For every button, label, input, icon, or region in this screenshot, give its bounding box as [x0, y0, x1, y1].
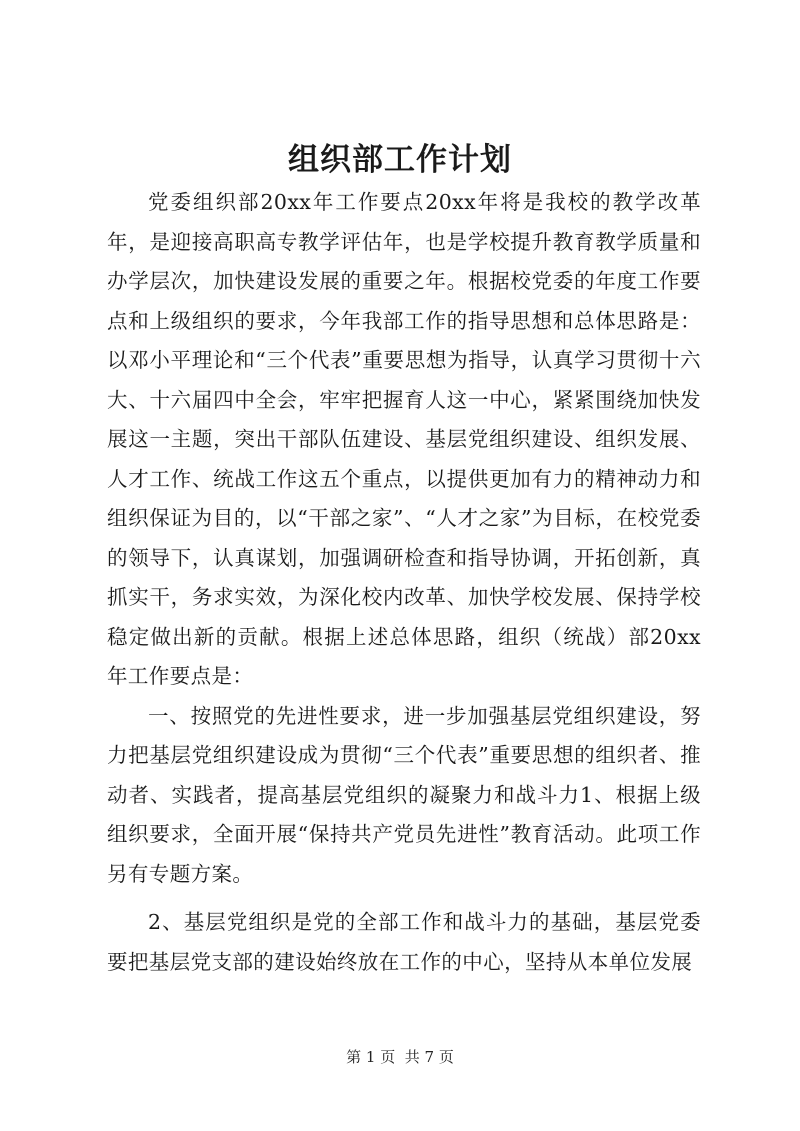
document-title: 组织部工作计划 [288, 142, 512, 178]
document-body [107, 183, 701, 982]
paragraph-item-two: 2、基层党组织是党的全部工作和战斗力的基础，基层党委要把基层党支部的建设始终放在工作的中心，坚持从本单位发展 [107, 910, 701, 974]
paragraph-intro: 党委组织部20xx年工作要点20xx年将是我校的教学改革年，是迎接高职高专教学评估年，也是学校提升教育教学质量和办学层次，加快建设发展的重要之年。根据校党委的年度工作要点和上级组织的要求，今年我部工作的指导思想和总体思路是：以邓小平理论和“三个代表”重要思想为指导，认真学习贯彻十六大、十六届四中全会，牢牢把握育人这一中心，紧紧围绕加快发展这一主题，突出干部队伍建设、基层党组织建设、组织发展、人才工作、统战工作这五个重点，以提供更加有力的精神动力和组织保证为目的，以“干部之家”、“人才之家”为目标，在校党委的领导下，认真谋划，加强调研检查和指导协调，开拓创新，真抓实干，务求实效，为深化校内改革、加快学校发展、保持学校稳定做出新的贡献。根据上述总体思路，组织（统战）部20xx年工作要点是： [107, 190, 701, 688]
paragraph-section-one: 一、按照党的先进性要求，进一步加强基层党组织建设，努力把基层党组织建设成为贯彻“三个代表”重要思想的组织者、推动者、实践者，提高基层党组织的凝聚力和战斗力1、根据上级组织要求，全面开展“保持共产党员先进性”教育活动。此项工作另有专题方案。 [107, 703, 701, 886]
page-footer [0, 1047, 800, 1067]
page-number: 第 1 页 共 7 页 [346, 1048, 454, 1066]
